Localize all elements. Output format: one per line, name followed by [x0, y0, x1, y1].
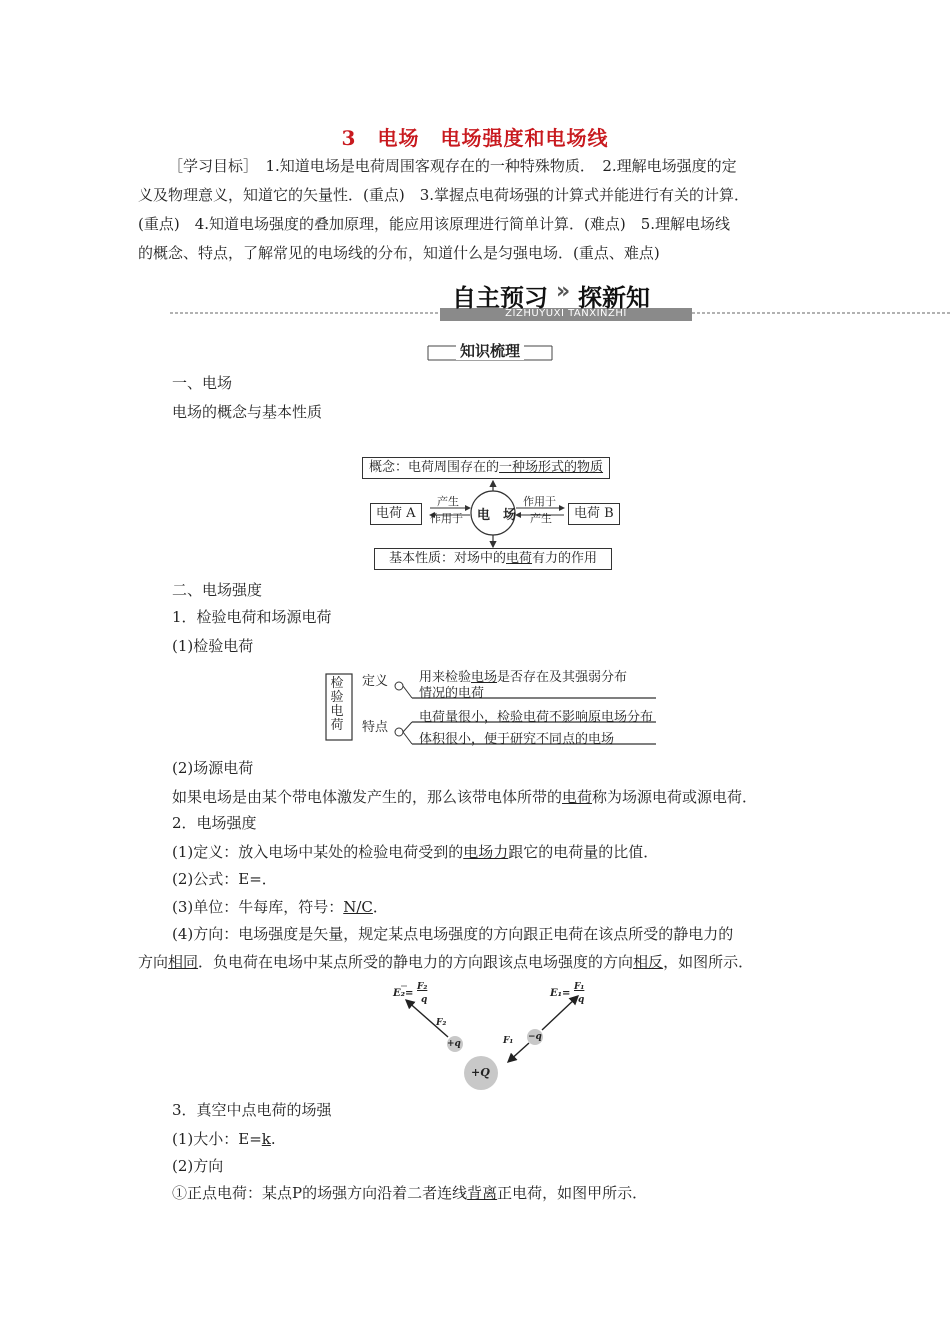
e1-numerator: F₁ [574, 982, 585, 992]
unit-text: (3)单位：牛每库，符号：N/C． [172, 898, 388, 916]
concept-box: 概念：电荷周围存在的一种场形式的物质 [362, 457, 610, 479]
charge-b-box: 电荷 B [568, 503, 620, 525]
magnitude-text: (1)大小：E=k. [172, 1130, 276, 1148]
objectives-line-1: ［学习目标］ 1.知道电场是电荷周围客观存在的一种特殊物质． 2.理解电场强度的定 [168, 157, 737, 175]
s1-sub: 电场的概念与基本性质 [172, 403, 323, 421]
banner-arrow-icon: » [556, 279, 571, 304]
source-charge-heading: (2)场源电荷 [172, 759, 254, 777]
left-arrow-top-label: 产生 [437, 495, 459, 508]
direction-text-2: 方向相同．负电荷在电场中某点所受的静电力的方向跟该点电场强度的方向相反，如图所示． [138, 953, 754, 971]
banner-second: 探新知 [578, 284, 650, 312]
e1-label: E₁= [550, 988, 571, 999]
charge-a-box: 电荷 A [370, 503, 422, 525]
f2-label: F₂ [436, 1018, 447, 1028]
section-tag: 知识梳理 [420, 340, 560, 361]
banner-sub: ZIZHUYUXI TANXINZHI [505, 308, 627, 319]
s2-item1: 1．检验电荷和场源电荷 [172, 608, 332, 626]
positive-charge-text: ①正点电荷：某点P的场强方向沿着二者连线背离正电荷，如图甲所示． [172, 1184, 648, 1202]
page-title: 3 电场 电场强度和电场线 [341, 126, 609, 150]
definition-text: (1)定义：放入电场中某处的检验电荷受到的电场力跟它的电荷量的比值． [172, 843, 659, 861]
objectives-line-2: 义及物理意义，知道它的矢量性．(重点) 3.掌握点电荷场强的计算式并能进行有关的计算． [138, 186, 750, 204]
field-center-label: 电 场 [477, 508, 517, 523]
direction-heading: (2)方向 [172, 1157, 224, 1175]
s1-heading: 一、电场 [172, 374, 233, 392]
definition-line-2: 情况的电荷 [419, 686, 485, 701]
e1-denominator: q [578, 995, 585, 1005]
s2-heading: 二、电场强度 [172, 581, 263, 599]
s2-item1a: (1)检验电荷 [172, 637, 254, 655]
test-charge-root: 检验电荷 [330, 676, 344, 733]
point-charge-heading: 3．真空中点电荷的场强 [172, 1101, 332, 1119]
feature-label: 特点 [362, 720, 389, 735]
right-arrow-bottom-label: 产生 [530, 512, 552, 525]
objectives-line-4: 的概念、特点，了解常见的电场线的分布，知道什么是匀强电场．(重点、难点) [138, 244, 660, 262]
e2-numerator: F₂ [417, 982, 428, 992]
feature-line-1: 电荷量很小，检验电荷不影响原电场分布 [419, 710, 654, 725]
e2-denominator: q [421, 995, 428, 1005]
feature-line-2: 体积很小，便于研究不同点的电场 [419, 732, 615, 747]
left-arrow-bottom-label: 作用于 [430, 512, 463, 525]
e2-label: E₂= [393, 988, 414, 999]
right-arrow-top-label: 作用于 [523, 495, 556, 508]
minus-q-label: −q [528, 1032, 542, 1042]
plus-q-label: +q [447, 1039, 461, 1049]
plus-Q-label: +Q [471, 1066, 490, 1079]
field-strength-heading: 2．电场强度 [172, 814, 257, 832]
definition-line-1: 用来检验电场是否存在及其强弱分布 [419, 670, 628, 685]
source-charge-text: 如果电场是由某个带电体激发产生的，那么该带电体所带的电荷称为场源电荷或源电荷． [172, 788, 758, 806]
formula-text: (2)公式：E=． [172, 870, 277, 888]
banner-main: 自主预习 [452, 284, 548, 312]
definition-label: 定义 [362, 674, 389, 689]
basic-property-box: 基本性质：对场中的电荷有力的作用 [374, 548, 612, 570]
direction-text-1: (4)方向：电场强度是矢量，规定某点电场强度的方向跟正电荷在该点所受的静电力的 [172, 925, 734, 943]
objectives-line-3: (重点) 4.知道电场强度的叠加原理，能应用该原理进行简单计算．(难点) 5.理解电场线 [138, 215, 731, 233]
f1-label: F₁ [503, 1036, 514, 1046]
